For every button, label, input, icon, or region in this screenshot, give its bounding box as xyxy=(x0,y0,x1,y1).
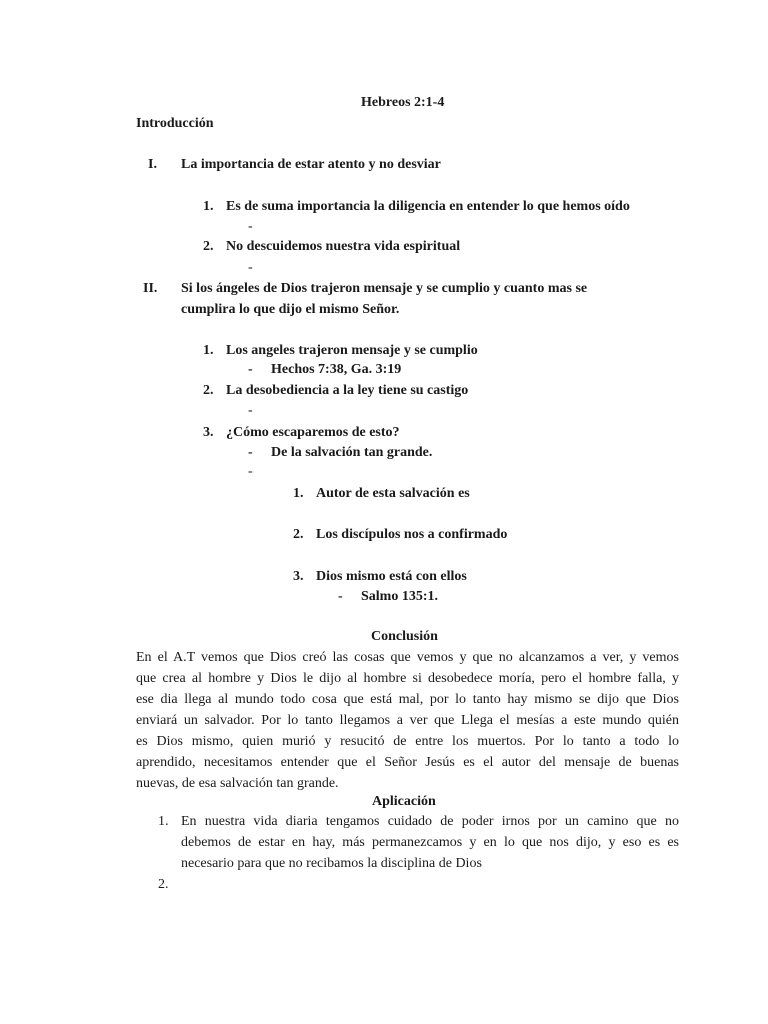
conclusion-paragraph xyxy=(136,647,679,794)
section-2-item-2-dash: - xyxy=(248,403,253,418)
section-2-item-2-text: La desobediencia a la ley tiene su castigo xyxy=(226,383,469,398)
section-1-item-1-dash: - xyxy=(248,219,253,234)
conclusion-line: es Dios mismo, quien murió y resucitó de entre los muertos. Por lo tanto a todo lo xyxy=(136,734,679,749)
subitem-1-number: 1. xyxy=(293,486,304,501)
conclusion-heading: Conclusión xyxy=(371,629,438,644)
application-heading: Aplicación xyxy=(372,794,436,809)
section-2-heading-line-2: cumplira lo que dijo el mismo Señor. xyxy=(181,302,400,317)
section-2-item-1-reference: Hechos 7:38, Ga. 3:19 xyxy=(271,362,402,377)
section-1-numeral: I. xyxy=(148,157,157,172)
section-1-item-1-number: 1. xyxy=(203,199,214,214)
section-1-heading: La importancia de estar atento y no desviar xyxy=(181,157,441,172)
section-1-item-2-number: 2. xyxy=(203,239,214,254)
subitem-2-text: Los discípulos nos a confirmado xyxy=(316,527,508,542)
section-2-item-3-dash-2: - xyxy=(248,464,253,479)
section-2-item-1-text: Los angeles trajeron mensaje y se cumplio xyxy=(226,343,478,358)
application-item-1-number: 1. xyxy=(158,814,169,829)
section-2-item-3-dash-text: De la salvación tan grande. xyxy=(271,445,433,460)
subitem-1-text: Autor de esta salvación es xyxy=(316,486,470,501)
section-1-item-1-text: Es de suma importancia la diligencia en entender lo que hemos oído xyxy=(226,199,630,214)
application-item-2-number: 2. xyxy=(158,877,169,892)
section-1-item-2-dash: - xyxy=(248,260,253,275)
intro-heading: Introducción xyxy=(136,116,214,131)
section-2-item-3-dash: - xyxy=(248,445,253,460)
subitem-2-number: 2. xyxy=(293,527,304,542)
section-2-item-2-number: 2. xyxy=(203,383,214,398)
application-item-1-line: necesario para que no recibamos la disciplina de Dios xyxy=(181,856,482,871)
application-item-1-line: debemos de estar en hay, más permanezcamos y en lo que nos dijo, y eso es es xyxy=(181,835,679,850)
section-2-item-3-number: 3. xyxy=(203,425,214,440)
conclusion-line: nuevas, de esa salvación tan grande. xyxy=(136,776,339,791)
section-1-item-2-text: No descuidemos nuestra vida espiritual xyxy=(226,239,461,254)
subitem-3-text: Dios mismo está con ellos xyxy=(316,569,467,584)
conclusion-line: En el A.T vemos que Dios creó las cosas que vemos y que no alcanzamos a ver, y vemos xyxy=(136,650,679,665)
section-2-item-1-number: 1. xyxy=(203,343,214,358)
document-title: Hebreos 2:1-4 xyxy=(361,95,445,110)
conclusion-line: aprendido, necesitamos entender que el Señor Jesús es el autor del mensaje de buenas xyxy=(136,755,679,770)
conclusion-line: que crea al hombre y Dios le dijo al hombre si desobedece moría, pero el hombre falla, y xyxy=(136,671,679,686)
application-item-1-line: En nuestra vida diaria tengamos cuidado de poder irnos por un camino que no xyxy=(181,814,679,829)
conclusion-line: ese dia llega al mundo todo cosa que está mal, por lo tanto hay mismo se dijo que Dios xyxy=(136,692,679,707)
conclusion-line: enviará un salvador. Por lo tanto llegamos a ver que Llega el mesías a este mundo quién xyxy=(136,713,679,728)
subitem-3-reference: Salmo 135:1. xyxy=(361,589,438,604)
section-2-item-3-text: ¿Cómo escaparemos de esto? xyxy=(226,425,400,440)
subitem-3-dash: - xyxy=(338,589,343,604)
section-2-numeral: II. xyxy=(143,281,158,296)
subitem-3-number: 3. xyxy=(293,569,304,584)
section-2-heading-line-1: Si los ángeles de Dios trajeron mensaje y se cumplio y cuanto mas se xyxy=(181,281,588,296)
section-2-item-1-dash: - xyxy=(248,362,253,377)
